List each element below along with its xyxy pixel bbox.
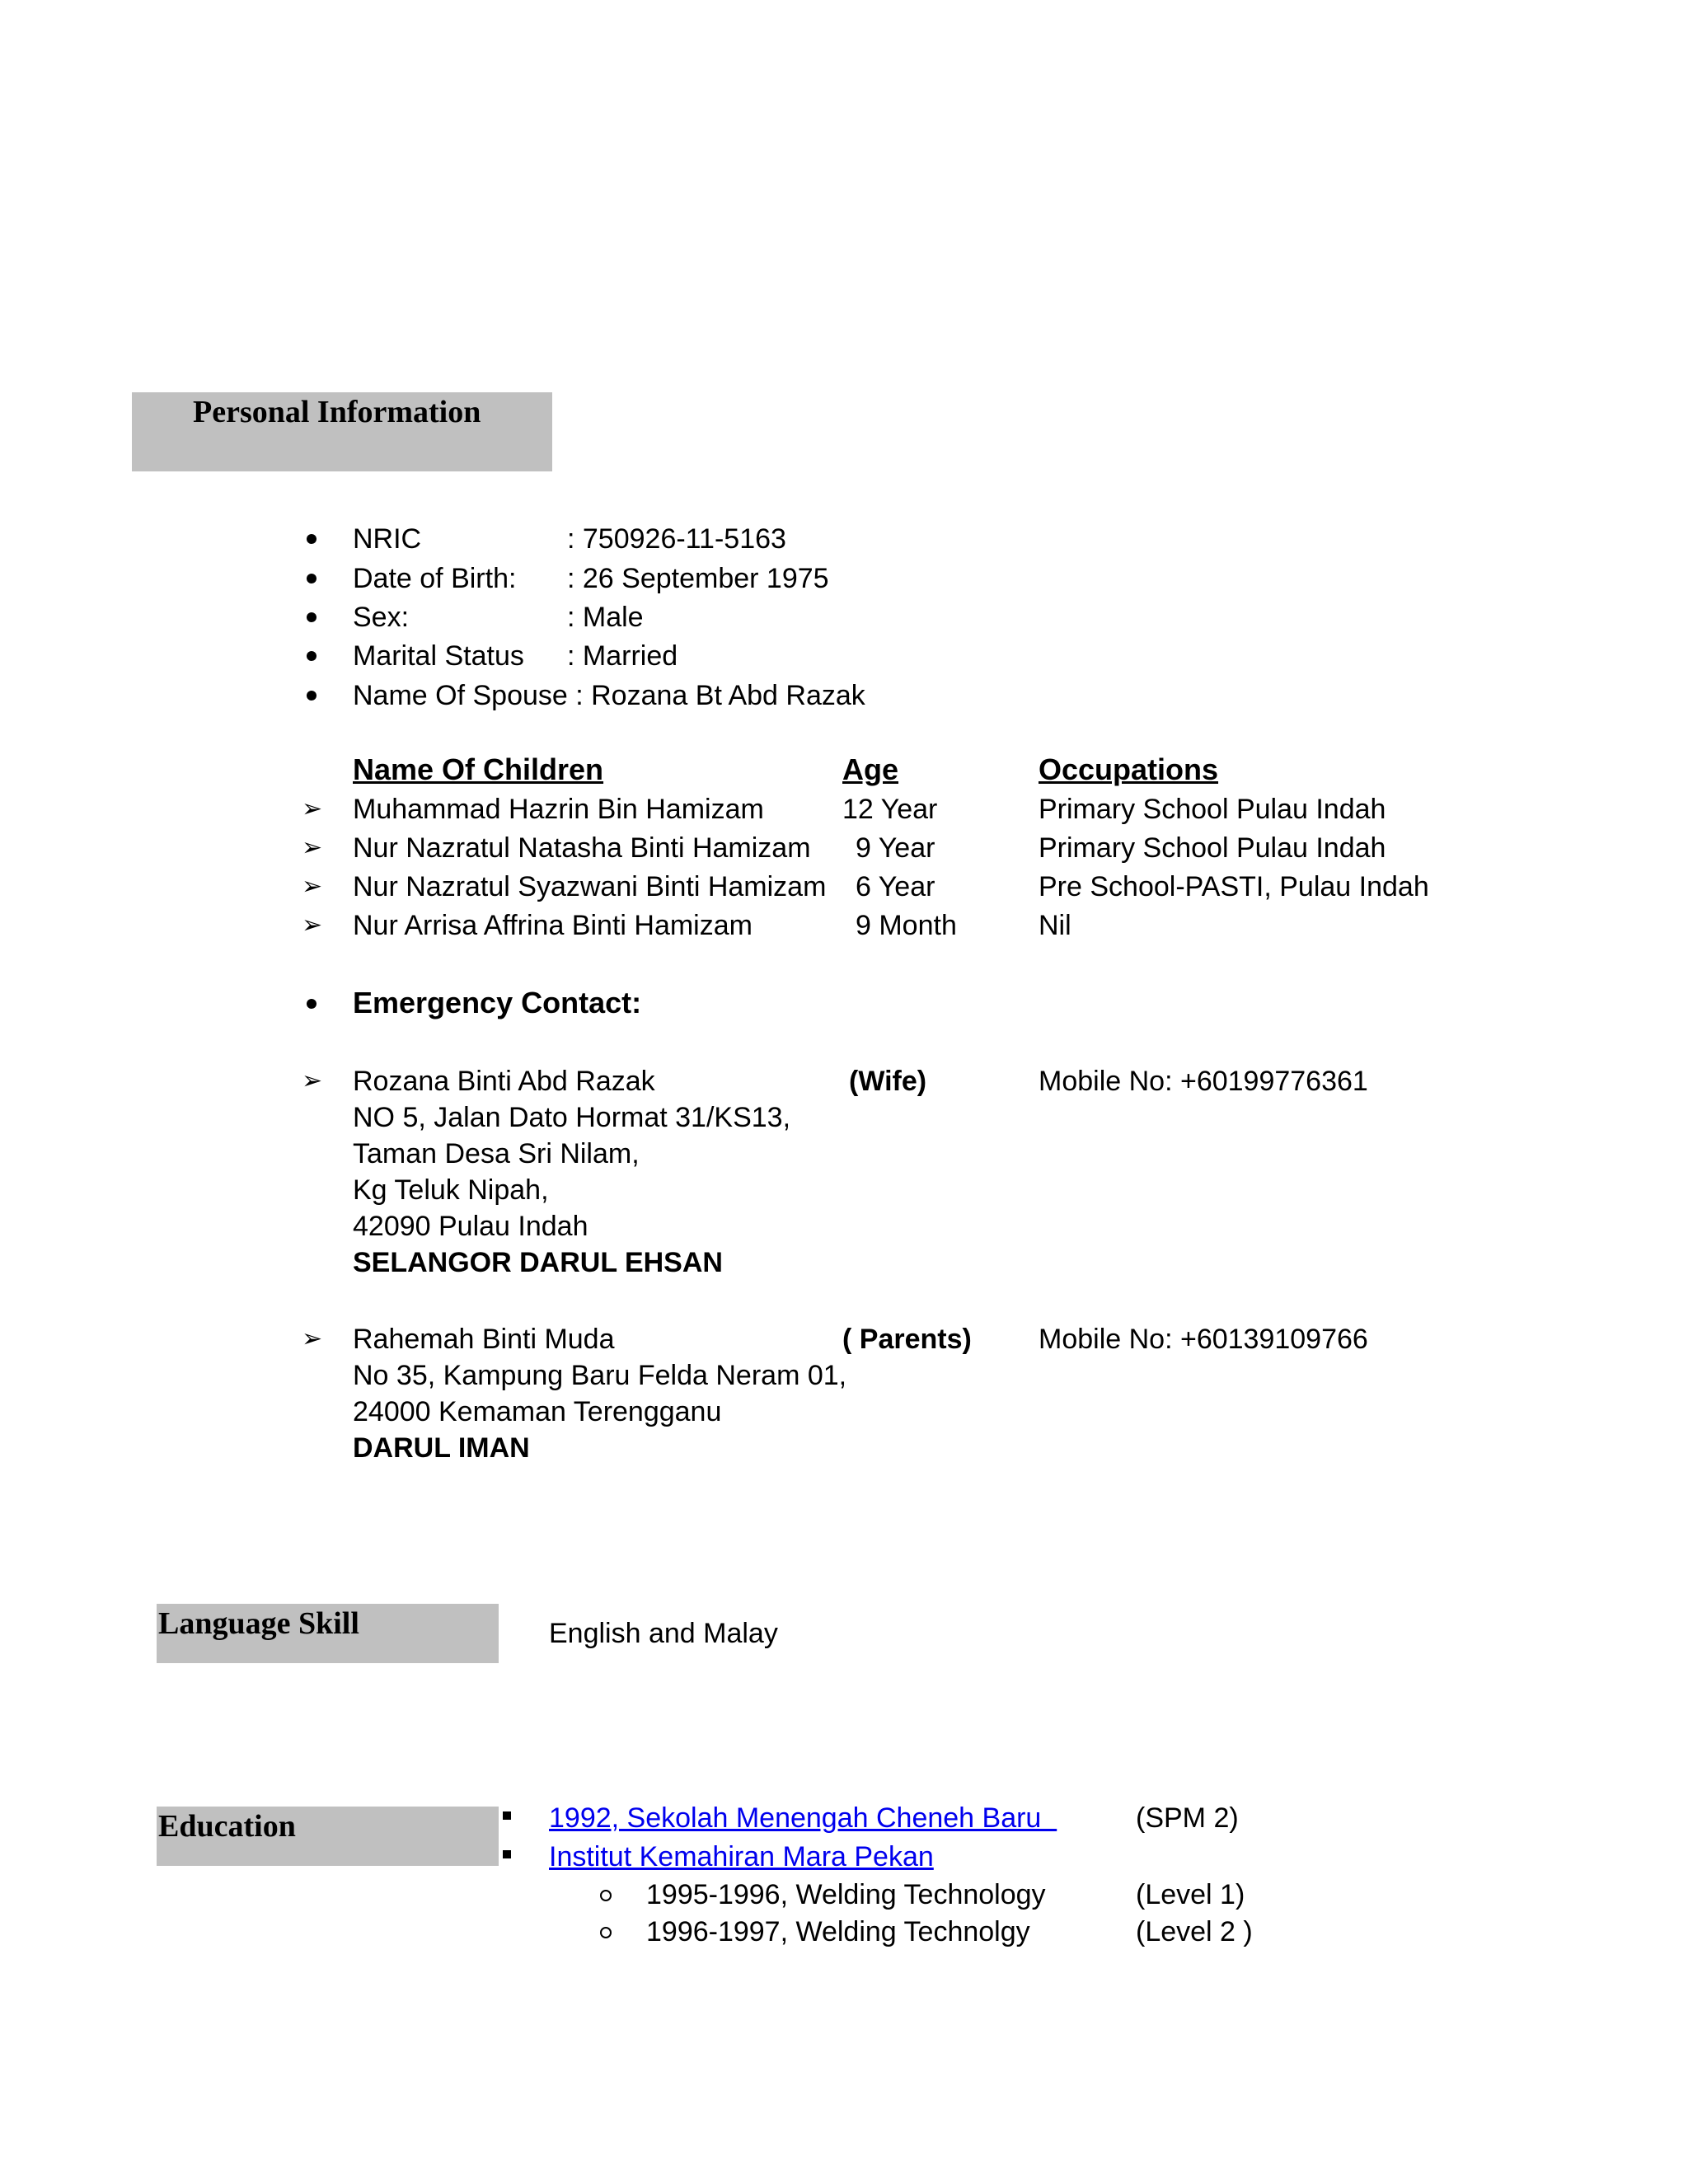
field-label-dob: Date of Birth:: [353, 563, 517, 594]
children-header-occupation: Occupations: [1039, 752, 1219, 786]
bullet-icon: [307, 534, 316, 544]
emergency-contact-heading: Emergency Contact:: [353, 986, 642, 1019]
child-name: Nur Arrisa Affrina Binti Hamizam: [353, 910, 753, 941]
education-course: 1995-1996, Welding Technology: [646, 1879, 1046, 1910]
contact-name: Rozana Binti Abd Razak: [353, 1066, 655, 1097]
child-name: Nur Nazratul Natasha Binti Hamizam: [353, 832, 811, 864]
child-age: 6 Year: [856, 871, 935, 902]
bullet-icon: [307, 574, 316, 583]
children-header-name: Name Of Children: [353, 752, 604, 786]
contact-state: SELANGOR DARUL EHSAN: [353, 1247, 723, 1278]
circle-bullet-icon: [600, 1927, 612, 1938]
field-value-sex: : Male: [567, 602, 644, 633]
arrow-bullet-icon: ➢: [302, 1067, 323, 1094]
arrow-bullet-icon: ➢: [302, 912, 323, 939]
field-label-marital: Marital Status: [353, 640, 524, 672]
field-value-marital: : Married: [567, 640, 678, 672]
arrow-bullet-icon: ➢: [302, 795, 323, 823]
contact-address-line: No 35, Kampung Baru Felda Neram 01,: [353, 1360, 847, 1391]
field-label-spouse: Name Of Spouse : Rozana Bt Abd Razak: [353, 680, 865, 711]
child-occupation: Nil: [1039, 910, 1071, 941]
children-header-age: Age: [842, 752, 899, 786]
education-institute-link[interactable]: Institut Kemahiran Mara Pekan: [549, 1841, 934, 1872]
education-course-level: (Level 1): [1136, 1879, 1245, 1910]
contact-address-line: Taman Desa Sri Nilam,: [353, 1138, 640, 1169]
circle-bullet-icon: [600, 1890, 612, 1901]
arrow-bullet-icon: ➢: [302, 834, 323, 861]
bullet-icon: [307, 691, 316, 701]
contact-name: Rahemah Binti Muda: [353, 1324, 615, 1355]
field-value-dob: : 26 September 1975: [567, 563, 829, 594]
bullet-icon: [307, 651, 316, 661]
language-heading: Language Skill: [158, 1606, 359, 1641]
contact-mobile: Mobile No: +60199776361: [1039, 1066, 1368, 1097]
child-age: 9 Month: [856, 910, 957, 941]
field-label-nric: NRIC: [353, 523, 422, 555]
arrow-bullet-icon: ➢: [302, 873, 323, 900]
contact-address-line: NO 5, Jalan Dato Hormat 31/KS13,: [353, 1102, 791, 1133]
language-value: English and Malay: [549, 1618, 778, 1649]
square-bullet-icon: [503, 1850, 511, 1858]
contact-relation: (Wife): [849, 1066, 927, 1097]
bullet-icon: [307, 612, 316, 622]
education-heading: Education: [158, 1809, 296, 1844]
child-name: Muhammad Hazrin Bin Hamizam: [353, 794, 764, 825]
child-age: 9 Year: [856, 832, 935, 864]
child-occupation: Primary School Pulau Indah: [1039, 832, 1386, 864]
education-school-link[interactable]: 1992, Sekolah Menengah Cheneh Baru: [549, 1802, 1057, 1834]
contact-address-line: 24000 Kemaman Terengganu: [353, 1396, 722, 1427]
child-age: 12 Year: [842, 794, 938, 825]
child-occupation: Primary School Pulau Indah: [1039, 794, 1386, 825]
contact-address-line: Kg Teluk Nipah,: [353, 1174, 549, 1206]
contact-mobile: Mobile No: +60139109766: [1039, 1324, 1368, 1355]
contact-relation: ( Parents): [842, 1324, 972, 1355]
education-school-note: (SPM 2): [1136, 1802, 1239, 1834]
child-occupation: Pre School-PASTI, Pulau Indah: [1039, 871, 1429, 902]
education-course-level: (Level 2 ): [1136, 1916, 1253, 1947]
field-label-sex: Sex:: [353, 602, 410, 633]
personal-info-heading: Personal Information: [193, 395, 481, 429]
field-value-nric: : 750926-11-5163: [567, 523, 786, 555]
square-bullet-icon: [503, 1811, 511, 1820]
arrow-bullet-icon: ➢: [302, 1325, 323, 1352]
education-course: 1996-1997, Welding Technolgy: [646, 1916, 1030, 1947]
child-name: Nur Nazratul Syazwani Binti Hamizam: [353, 871, 827, 902]
contact-state: DARUL IMAN: [353, 1432, 530, 1464]
contact-address-line: 42090 Pulau Indah: [353, 1211, 588, 1242]
bullet-icon: [307, 999, 316, 1009]
